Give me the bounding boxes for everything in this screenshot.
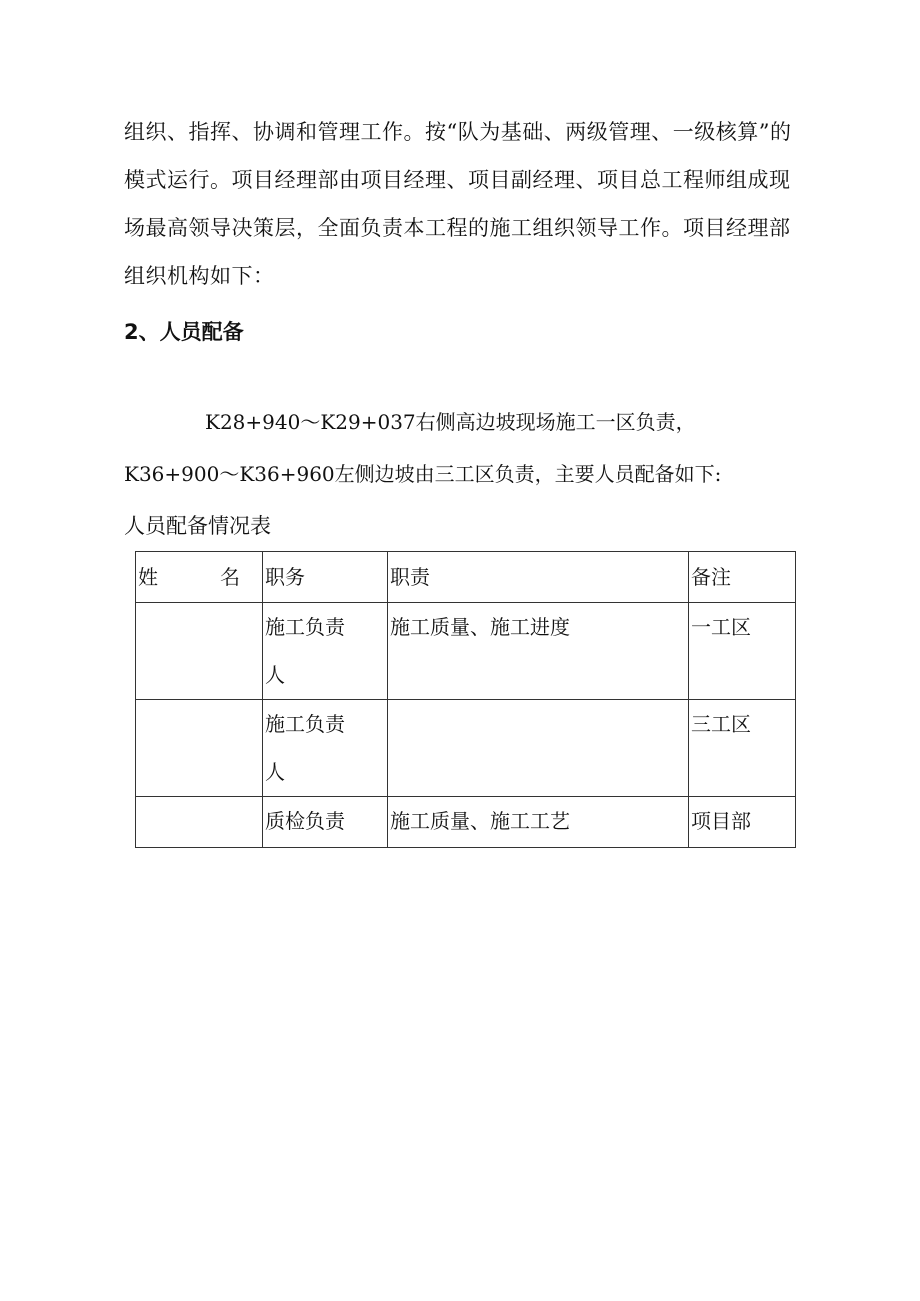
table-header-row (136, 552, 796, 603)
section-heading: 2、人员配备 (124, 320, 244, 344)
header-name-char-1: 姓 (138, 565, 158, 589)
header-duty: 职责 (388, 552, 689, 603)
table-row (136, 797, 796, 848)
cell-duty (388, 700, 689, 797)
cell-remark: 项目部 (689, 797, 796, 848)
cell-name (136, 603, 263, 700)
cell-remark: 三工区 (689, 700, 796, 797)
cell-name (136, 797, 263, 848)
table-title: 人员配备情况表 (124, 514, 271, 538)
header-position: 职务 (263, 552, 388, 603)
cell-position: 施工负责人 (263, 603, 388, 700)
scope-line-1: K28+940～K29+037右侧高边坡现场施工一区负责， (205, 410, 696, 434)
cell-name (136, 700, 263, 797)
cell-duty: 施工质量、施工进度 (388, 603, 689, 700)
staffing-table (135, 551, 796, 848)
intro-paragraph: 组织、指挥、协调和管理工作。按“队为基础、两级管理、一级核算”的模式运行。项目经理部由项目经理、项目副经理、项目总工程师组成现场最高领导决策层，全面负责本工程的施工组织领导工作。项目经理部组织机构如下： (124, 120, 792, 288)
header-name-char-2: 名 (220, 565, 240, 589)
table-row (136, 603, 796, 700)
table-row (136, 700, 796, 797)
header-name (136, 552, 263, 603)
cell-remark: 一工区 (689, 603, 796, 700)
header-remark: 备注 (689, 552, 796, 603)
cell-position: 质检负责 (263, 797, 388, 848)
cell-duty: 施工质量、施工工艺 (388, 797, 689, 848)
scope-line-2: K36+900～K36+960左侧边坡由三工区负责，主要人员配备如下: (124, 462, 722, 486)
cell-position: 施工负责人 (263, 700, 388, 797)
